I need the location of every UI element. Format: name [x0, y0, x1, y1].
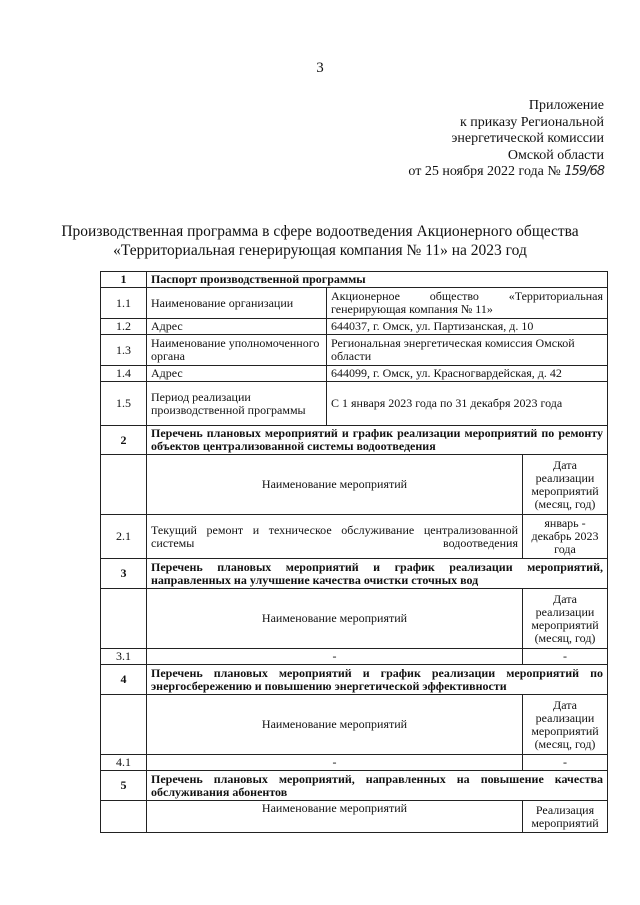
column-header-date: Реализация мероприятий	[523, 801, 608, 833]
row-label: Наименование уполномоченного органа	[147, 335, 327, 366]
section-number: 3	[101, 559, 147, 589]
section-heading: Перечень плановых мероприятий и график реализации мероприятий по энергосбережению и повышению энергетической эффективности	[147, 665, 608, 695]
title-line-2: «Территориальная генерирующая компания № 11» на 2023 год	[113, 242, 527, 259]
row-number: 1.3	[101, 335, 147, 366]
table-row	[101, 382, 608, 426]
column-header-row	[101, 455, 608, 515]
document-title	[40, 222, 600, 260]
measure-name: -	[147, 755, 523, 771]
section-heading: Перечень плановых мероприятий и график реализации мероприятий, направленных на улучшение качества очистки сточных вод	[147, 559, 608, 589]
row-value: С 1 января 2023 года по 31 декабря 2023 года	[327, 382, 608, 426]
order-date: от 25 ноября 2022 года №	[408, 164, 561, 179]
column-header-name: Наименование мероприятий	[147, 695, 523, 755]
section-number: 4	[101, 665, 147, 695]
row-value: Акционерное общество «Территориальная генерирующая компания № 11»	[327, 288, 608, 319]
column-header-date: Дата реализации мероприятий (месяц, год)	[523, 589, 608, 649]
row-label: Наименование организации	[147, 288, 327, 319]
measure-name: -	[147, 649, 523, 665]
table-row	[101, 319, 608, 335]
row-value: Региональная энергетическая комиссия Омской области	[327, 335, 608, 366]
table-row	[101, 288, 608, 319]
appendix-line-4: Омской области	[507, 147, 604, 163]
appendix-line-3: энергетической комиссии	[451, 131, 604, 146]
section-2-header	[101, 426, 608, 455]
section-heading: Перечень плановых мероприятий и график реализации мероприятий по ремонту объектов централизованной системы водоотведения	[147, 426, 608, 455]
program-table	[100, 271, 608, 833]
order-number-handwritten: 159/68	[564, 164, 604, 179]
measure-date: -	[523, 755, 608, 771]
column-header-name: Наименование мероприятий	[147, 801, 523, 833]
row-number: 1.5	[101, 382, 147, 426]
column-header-name: Наименование мероприятий	[147, 455, 523, 515]
column-header-date: Дата реализации мероприятий (месяц, год)	[523, 455, 608, 515]
section-number: 5	[101, 771, 147, 801]
row-label: Период реализации производственной программы	[147, 382, 327, 426]
column-header-row	[101, 589, 608, 649]
column-header-row	[101, 801, 608, 833]
row-number: 1.1	[101, 288, 147, 319]
section-4-header	[101, 665, 608, 695]
section-5-header	[101, 771, 608, 801]
page-number: 3	[316, 60, 324, 76]
row-number: 1.2	[101, 319, 147, 335]
table-row	[101, 335, 608, 366]
section-3-header	[101, 559, 608, 589]
row-number: 3.1	[101, 649, 147, 665]
appendix-line-1: Приложение	[528, 98, 604, 113]
row-label: Адрес	[147, 319, 327, 335]
column-header-name: Наименование мероприятий	[147, 589, 523, 649]
table-row	[101, 755, 608, 771]
section-heading: Паспорт производственной программы	[147, 272, 608, 288]
column-header-date: Дата реализации мероприятий (месяц, год)	[523, 695, 608, 755]
row-label: Адрес	[147, 366, 327, 382]
row-value: 644099, г. Омск, ул. Красногвардейская, д. 42	[327, 366, 608, 382]
column-header-row	[101, 695, 608, 755]
section-number: 2	[101, 426, 147, 455]
row-number: 2.1	[101, 515, 147, 559]
section-heading: Перечень плановых мероприятий, направленных на повышение качества обслуживания абонентов	[147, 771, 608, 801]
row-number: 4.1	[101, 755, 147, 771]
appendix-order-date	[408, 164, 604, 181]
table-row	[101, 515, 608, 559]
section-number: 1	[101, 272, 147, 288]
measure-date: -	[523, 649, 608, 665]
appendix-line-2: к приказу Региональной	[459, 114, 604, 130]
measure-name: Текущий ремонт и техническое обслуживание централизованной системы водоотведения	[147, 515, 523, 559]
table-row	[101, 649, 608, 665]
section-1-header	[101, 272, 608, 288]
row-number: 1.4	[101, 366, 147, 382]
table-row	[101, 366, 608, 382]
appendix-block	[408, 98, 604, 181]
title-line-1: Производственная программа в сфере водоотведения Акционерного общества	[61, 223, 579, 240]
measure-date: январь - декабрь 2023 года	[523, 515, 608, 559]
row-value: 644037, г. Омск, ул. Партизанская, д. 10	[327, 319, 608, 335]
